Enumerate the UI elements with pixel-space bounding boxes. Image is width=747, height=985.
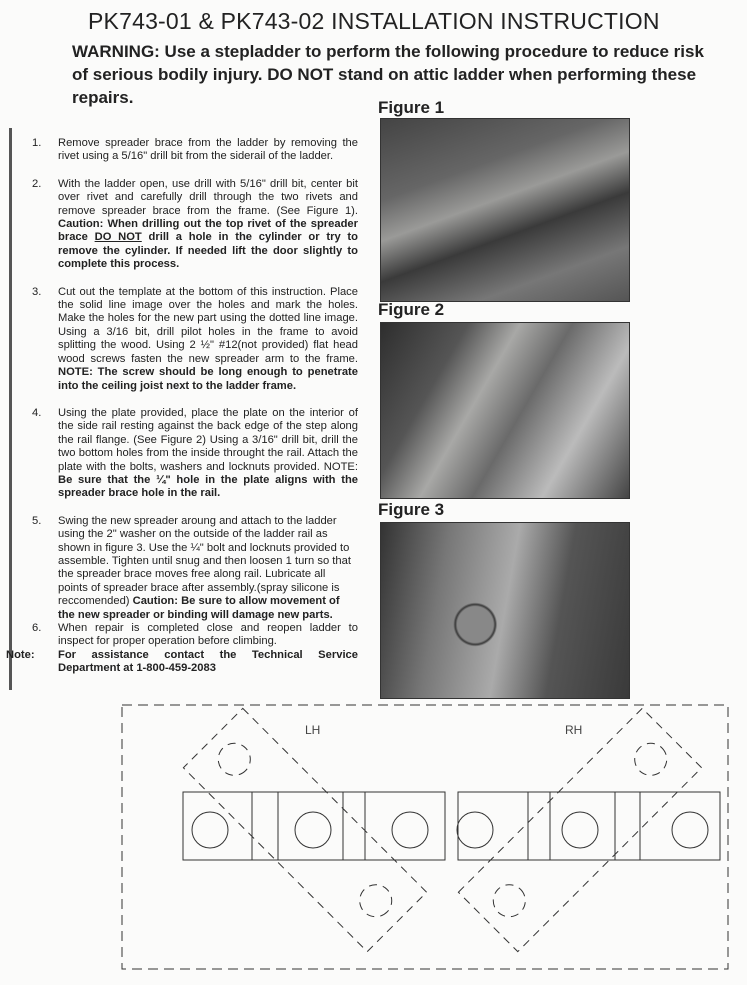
rh-plate-outline [458, 792, 720, 860]
step-number: 1. [32, 137, 42, 149]
note-text: For assistance contact the Technical Service Department at 1-800-459-2083 [58, 648, 358, 675]
step-3 [32, 286, 358, 393]
figure-1-photo [380, 118, 630, 302]
step-number: 6. [32, 622, 42, 634]
caution-text: Caution: Be sure to allow movement of the new spreader or binding will damage new parts. [58, 595, 340, 621]
figure-2-photo [380, 322, 630, 499]
step-text [58, 407, 358, 501]
lh-label: LH [305, 723, 321, 737]
step-body: Cut out the template at the bottom of this instruction. Place the solid line image over the holes and mark the holes. Make the holes for the new part using the dotted line image. Using a 3/16 bit, drill pilot holes in the frame to avoid splitting the wood. Using 2 ½" #12(not provided) flat head wood screws fasten the new spreader arm to the frame. [58, 285, 358, 365]
lh-plate-outline [183, 792, 445, 860]
rh-label: RH [565, 723, 583, 737]
figure-2-label: Figure 2 [378, 300, 445, 319]
step-number: 3. [32, 285, 42, 298]
warning-text: WARNING: Use a stepladder to perform the following procedure to reduce risk of serious bodily injury. DO NOT stand on attic ladder when performing these repairs. [72, 42, 704, 107]
cutout-template [118, 695, 738, 977]
figure-1-label: Figure 1 [378, 98, 445, 117]
hole-icon [562, 812, 598, 848]
assistance-note [6, 648, 358, 676]
step-text: Remove spreader brace from the ladder by removing the rivet using a 5/16" drill bit from the siderail of the ladder. [58, 137, 358, 163]
step-5 [32, 515, 358, 622]
margin-rule [9, 128, 12, 690]
figure-3-photo [380, 522, 630, 699]
step-6 [32, 622, 358, 649]
step-body: Using the plate provided, place the plate on the interior of the side rail resting against the back edge of the step along the rail flange. (See Figure 2) Using a 3/16" drill bit, drill the two bottom holes from the inside throught the rail. Attach the plate with the bolts, washers and locknuts provided. NOTE: [58, 406, 358, 473]
note-text: NOTE: The screw should be long enough to penetrate into the ceiling joist next to the ladder frame. [58, 366, 358, 392]
template-cut-border [122, 705, 728, 969]
page-title: PK743-01 & PK743-02 INSTALLATION INSTRUCTION [88, 8, 660, 34]
hole-icon [295, 812, 331, 848]
caution-emphasis: DO NOT [94, 231, 142, 244]
lh-dotted-spreader [183, 708, 426, 951]
steps-list [6, 137, 358, 676]
step-text [58, 178, 358, 272]
step-text [58, 515, 358, 622]
hole-icon [392, 812, 428, 848]
step-text: When repair is completed close and reopen ladder to inspect for proper operation before climbing. [58, 622, 358, 648]
rh-dotted-spreader [458, 708, 701, 951]
step-4 [32, 407, 358, 501]
rh-template [457, 708, 720, 951]
figure-3-label: Figure 3 [378, 500, 445, 519]
step-body: Swing the new spreader aroung and attach to the ladder using the 2" washer on the outside of the ladder rail as shown in figure 3. Use the ¼" bolt and locknuts provided to assemble. Tighten until snug and then loosen 1 turn so that the spreader brace moves free along rail. Lubricate all points of spreader brace after assembly.(spray silicone is reccomended) [58, 514, 351, 608]
note-text: Be sure that the ¼" hole in the plate aligns with the spreader brace hole in the rail. [58, 473, 358, 500]
step-number: 5. [32, 514, 42, 527]
caution-text-cont: drill a hole in the cylinder or try to remove the cylinder. If needed lift the door slightly to complete this process. [58, 231, 358, 271]
step-1 [32, 137, 358, 164]
caution-text: Caution: When drilling out the top rivet of the spreader brace [58, 218, 358, 244]
step-number: 2. [32, 177, 42, 190]
lh-template [183, 708, 445, 951]
step-number: 4. [32, 406, 42, 419]
hole-icon [192, 812, 228, 848]
step-text [58, 286, 358, 393]
note-label: Note: [6, 648, 35, 661]
step-body: With the ladder open, use drill with 5/16" drill bit, center bit over rivet and carefully drill through the two rivets and remove spreader brace from the frame. (See Figure 1). [58, 177, 358, 217]
step-2 [32, 178, 358, 272]
hole-icon [457, 812, 493, 848]
hole-icon [672, 812, 708, 848]
